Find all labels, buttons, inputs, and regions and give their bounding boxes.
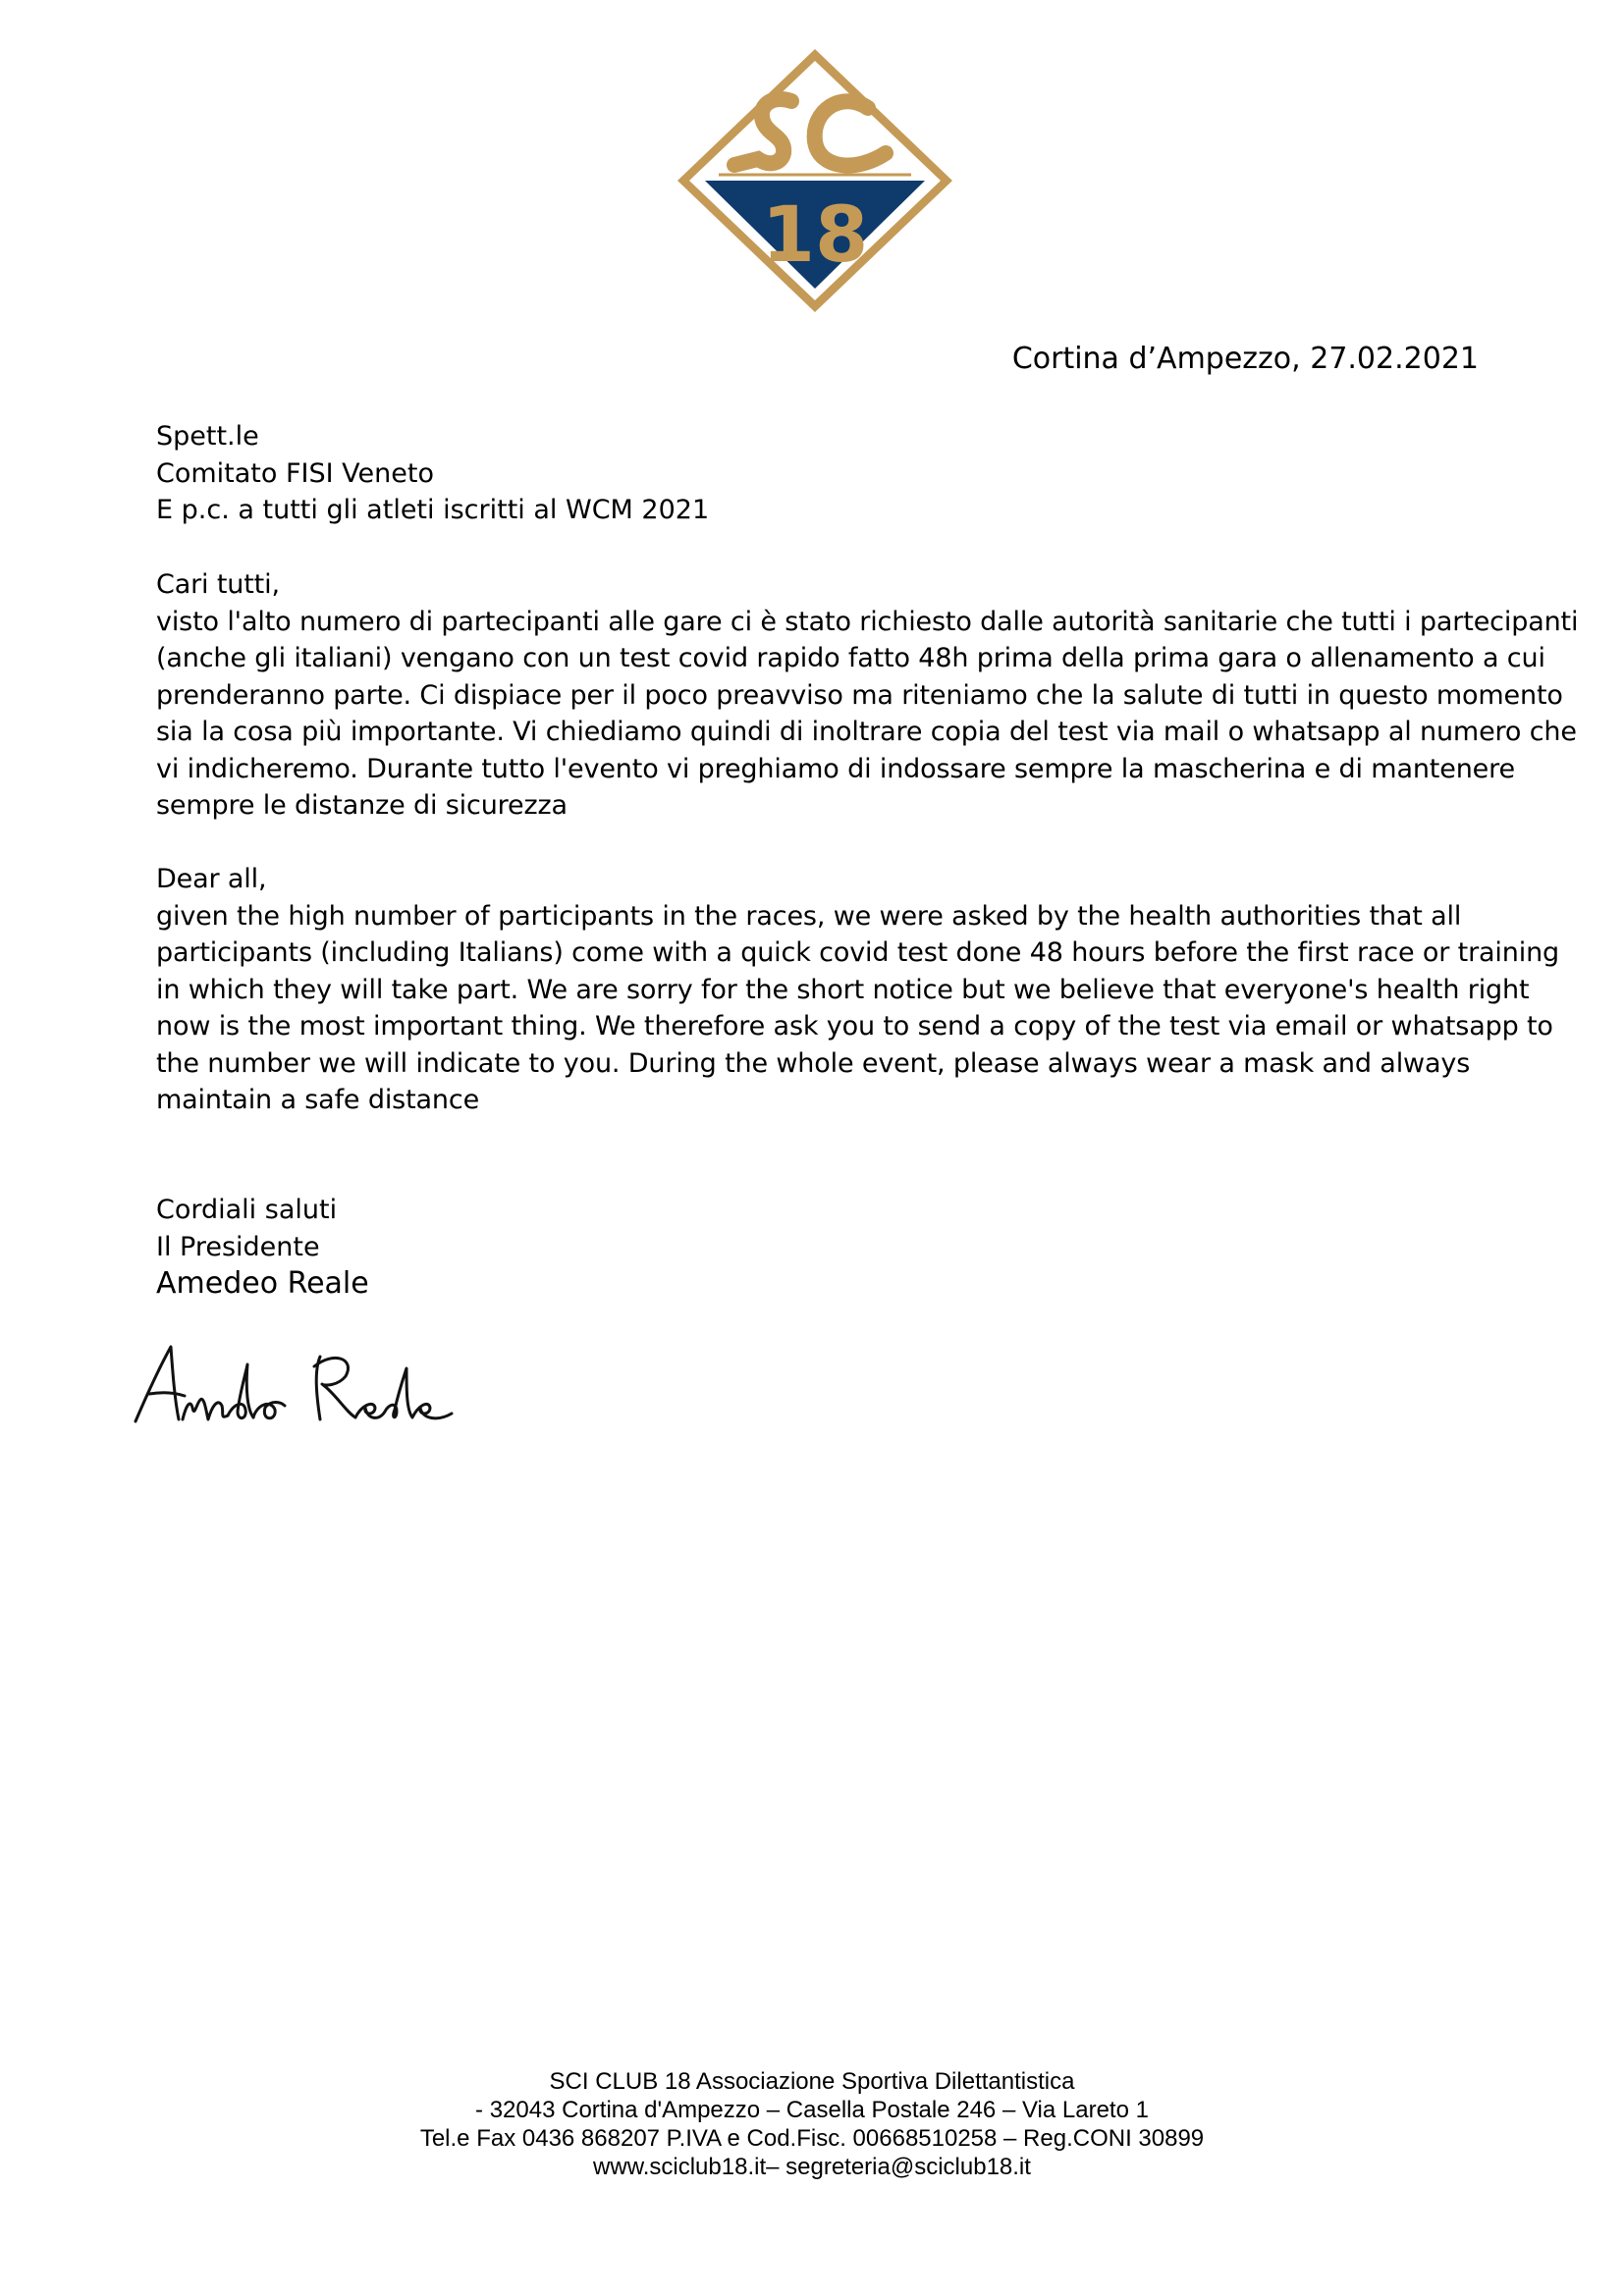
english-line: participants (including Italians) come with a quick covid test done 48 hours before the first race or training [156,937,1560,968]
signer-name: Amedeo Reale [156,1266,369,1301]
english-paragraph [156,861,1560,1119]
english-line: the number we will indicate to you. During the whole event, please always wear a mask and always [156,1047,1471,1079]
english-line: maintain a safe distance [156,1085,480,1115]
footer-line: - 32043 Cortina d'Ampezzo – Casella Postale 246 – Via Lareto 1 [475,2097,1149,2123]
closing-salutation: Cordiali saluti [156,1195,338,1225]
addressee-line: Comitato FISI Veneto [156,457,434,489]
italian-line: (anche gli italiani) vengano con un test covid rapido fatto 48h prima della prima gara o allenamento a cui [156,643,1545,673]
italian-greeting: Cari tutti, [156,569,280,600]
italian-line: vi indicheremo. Durante tutto l'evento vi preghiamo di indossare sempre la mascherina e di mantenere [156,753,1515,784]
addressee-block [156,418,1491,529]
footer-line: SCI CLUB 18 Associazione Sportiva Dilettantistica [549,2068,1075,2095]
english-line: given the high number of participants in the races, we were asked by the health authorities that all [156,900,1462,932]
closing-block [156,1192,1491,1265]
footer-line: www.sciclub18.it– segreteria@sciclub18.it [593,2154,1031,2180]
addressee-line: Spett.le [156,421,259,452]
italian-line: sempre le distanze di sicurezza [156,790,568,821]
closing-role: Il Presidente [156,1231,320,1262]
italian-paragraph [156,566,1579,825]
logo-number: 18 [761,191,869,280]
handwritten-signature [128,1335,461,1433]
english-line: now is the most important thing. We therefore ask you to send a copy of the test via email or whatsapp to [156,1011,1553,1041]
sci-club-18-logo [676,47,954,314]
english-greeting: Dear all, [156,864,267,894]
italian-line: prenderanno parte. Ci dispiace per il poco preavviso ma riteniamo che la salute di tutti in questo momento [156,679,1563,711]
footer-line: Tel.e Fax 0436 868207 P.IVA e Cod.Fisc. 00668510258 – Reg.CONI 30899 [419,2125,1205,2152]
italian-line: visto l'alto numero di partecipanti alle gare ci è stato richiesto dalle autorità sanitarie che tutti i partecipanti [156,606,1579,637]
english-line: in which they will take part. We are sorry for the short notice but we believe that everyone's health right [156,974,1530,1005]
letter-footer [0,2067,1624,2181]
italian-line: sia la cosa più importante. Vi chiediamo quindi di inoltrare copia del test via mail o whatsapp al numero che [156,717,1577,747]
letter-date: Cortina d’Ampezzo, 27.02.2021 [1011,342,1479,376]
addressee-line: E p.c. a tutti gli atleti iscritti al WCM 2021 [156,495,710,525]
